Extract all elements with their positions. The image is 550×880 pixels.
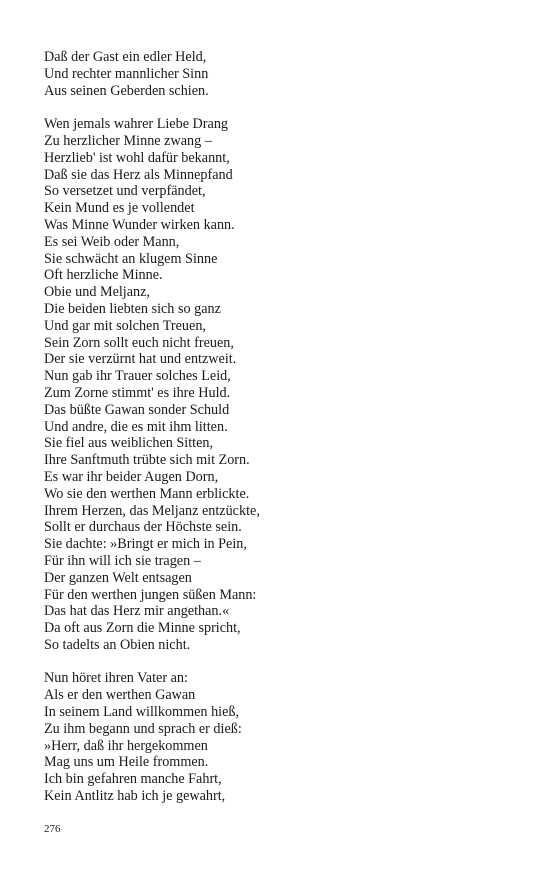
verse-line: Der ganzen Welt entsagen [44,569,192,586]
verse-line: Als er den werthen Gawan [44,687,196,704]
verse-line: Kein Mund es je vollendet [44,200,195,217]
verse-line: Für ihn will ich sie tragen – [44,552,201,569]
verse-line: Und andre, die es mit ihm litten. [44,418,228,435]
verse-line: Zu herzlicher Minne zwang – [44,132,212,149]
verse-line: Es war ihr beider Augen Dorn, [44,468,219,485]
verse-line: Herzlieb' ist wohl dafür bekannt, [44,149,230,166]
verse-line: Mag uns um Heile frommen. [44,754,209,771]
page-number: 276 [44,823,61,835]
verse-line: Sie dachte: »Bringt er mich in Pein, [44,536,247,553]
verse-line: Daß sie das Herz als Minnepfand [44,166,233,183]
poem-text [44,49,524,805]
verse-line: Das hat das Herz mir angethan.« [44,603,230,620]
verse-line: Und gar mit solchen Treuen, [44,317,206,334]
verse-line: Kein Antlitz hab ich je gewahrt, [44,788,226,805]
verse-line: Sein Zorn sollt euch nicht freuen, [44,334,234,351]
verse-line: Was Minne Wunder wirken kann. [44,216,235,233]
verse-line: Sie fiel aus weiblichen Sitten, [44,435,214,452]
verse-line: Daß der Gast ein edler Held, [44,49,207,65]
verse-line: Für den werthen jungen süßen Mann: [44,586,257,603]
stanza-3 [44,670,524,804]
verse-line: Aus seinen Geberden schien. [44,82,209,99]
verse-line: So versetzet und verpfändet, [44,183,206,200]
verse-line: »Herr, daß ihr hergekommen [44,737,208,754]
stanza-2 [44,116,524,654]
verse-line: So tadelts an Obien nicht. [44,636,191,653]
verse-line: Zum Zorne stimmt' es ihre Huld. [44,384,231,401]
verse-line: Obie und Meljanz, [44,284,150,301]
verse-line: Ihrem Herzen, das Meljanz entzückte, [44,502,260,519]
verse-line: Das büßte Gawan sonder Schuld [44,401,230,418]
verse-line: Nun höret ihren Vater an: [44,670,188,687]
verse-line: Sie schwächt an klugem Sinne [44,250,218,267]
verse-line: Ihre Sanftmuth trübte sich mit Zorn. [44,452,250,469]
verse-line: Ich bin gefahren manche Fahrt, [44,771,222,788]
verse-line: Nun gab ihr Trauer solches Leid, [44,368,231,385]
verse-line: Da oft aus Zorn die Minne spricht, [44,620,241,637]
verse-line: Sollt er durchaus der Höchste sein. [44,519,242,536]
verse-line: Der sie verzürnt hat und entzweit. [44,351,237,368]
verse-line: Und rechter mannlicher Sinn [44,65,209,82]
verse-line: Es sei Weib oder Mann, [44,233,180,250]
stanza-1 [44,49,524,99]
verse-line: In seinem Land willkommen hieß, [44,704,240,721]
verse-line: Die beiden liebten sich so ganz [44,300,221,317]
verse-line: Zu ihm begann und sprach er dieß: [44,720,242,737]
verse-line: Oft herzliche Minne. [44,267,163,284]
verse-line: Wen jemals wahrer Liebe Drang [44,116,229,133]
verse-line: Wo sie den werthen Mann erblickte. [44,485,250,502]
